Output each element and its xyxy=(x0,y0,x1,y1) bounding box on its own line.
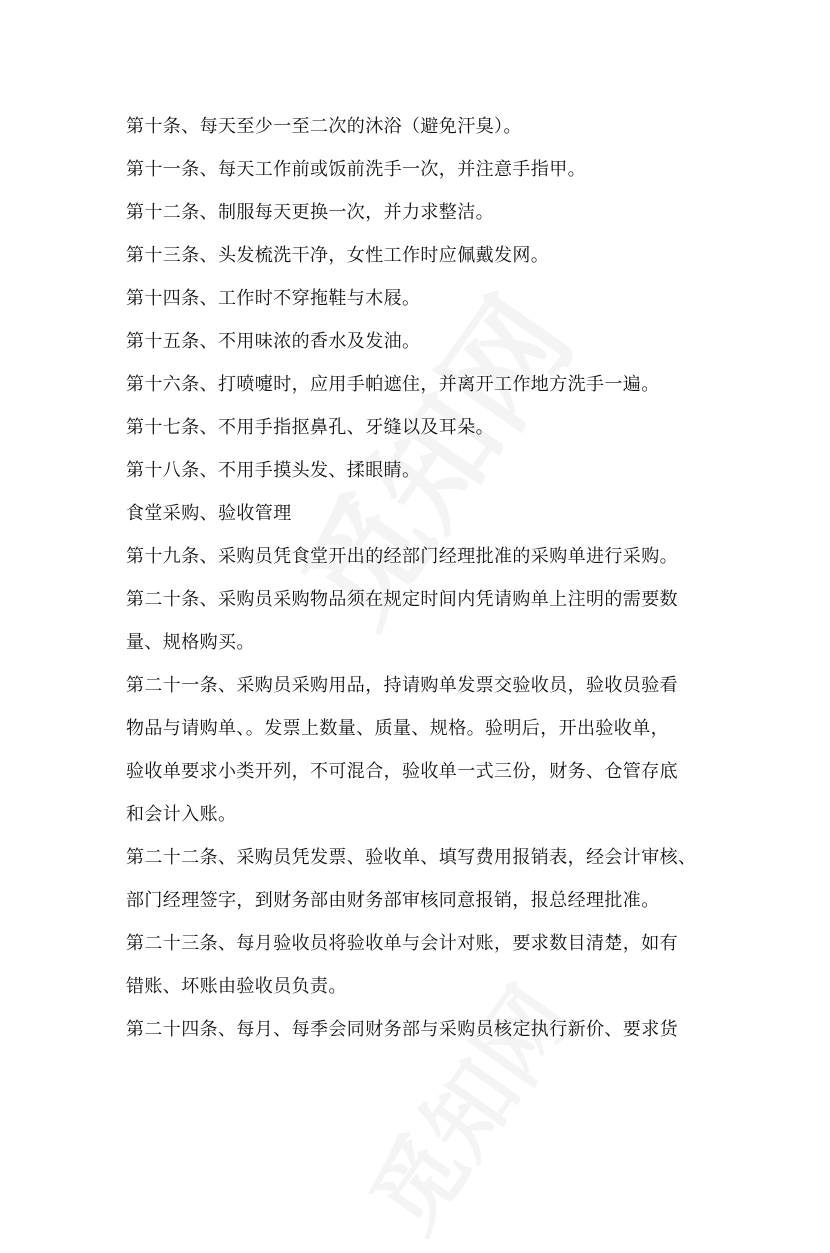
text-line: 第二十一条、采购员采购用品，持请购单发票交验收员，验收员验看 xyxy=(126,675,678,696)
text-line: 第十六条、打喷嚏时，应用手帕遮住，并离开工作地方洗手一遍。 xyxy=(126,374,660,395)
text-line: 部门经理签字，到财务部由财务部审核同意报销，报总经理批准。 xyxy=(126,890,660,911)
text-line: 物品与请购单、。发票上数量、质量、规格。验明后，开出验收单， xyxy=(126,718,669,739)
text-line: 第十五条、不用味浓的香水及发油。 xyxy=(126,331,421,352)
text-line: 第十一条、每天工作前或饭前洗手一次，并注意手指甲。 xyxy=(126,159,586,180)
text-line: 第二十三条、每月验收员将验收单与会计对账，要求数目清楚，如有 xyxy=(126,933,678,954)
text-line: 验收单要求小类开列，不可混合，验收单一式三份，财务、仓管存底 xyxy=(126,761,678,782)
document-body xyxy=(126,105,716,1051)
text-line: 第十三条、头发梳洗干净，女性工作时应佩戴发网。 xyxy=(126,245,550,266)
text-line: 错账、坏账由验收员负责。 xyxy=(126,976,347,997)
text-line: 第二十二条、采购员凭发票、验收单、填写费用报销表，经会计审核、 xyxy=(126,847,697,868)
text-line: 第十四条、工作时不穿拖鞋与木屐。 xyxy=(126,288,421,309)
section-heading: 食堂采购、验收管理 xyxy=(126,503,292,524)
text-line: 第十九条、采购员凭食堂开出的经部门经理批准的采购单进行采购。 xyxy=(126,546,678,567)
text-line: 第二十条、采购员采购物品须在规定时间内凭请购单上注明的需要数 xyxy=(126,589,678,610)
text-line: 第十二条、制服每天更换一次，并力求整洁。 xyxy=(126,202,494,223)
text-line: 第二十四条、每月、每季会同财务部与采购员核定执行新价、要求货 xyxy=(126,1019,678,1040)
text-line: 第十八条、不用手摸头发、揉眼睛。 xyxy=(126,460,421,481)
text-line: 第十条、每天至少一至二次的沐浴（避免汗臭）。 xyxy=(126,116,522,137)
text-line: 第十七条、不用手指抠鼻孔、牙缝以及耳朵。 xyxy=(126,417,494,438)
text-line: 和会计入账。 xyxy=(126,804,237,825)
text-line: 量、规格购买。 xyxy=(126,632,255,653)
